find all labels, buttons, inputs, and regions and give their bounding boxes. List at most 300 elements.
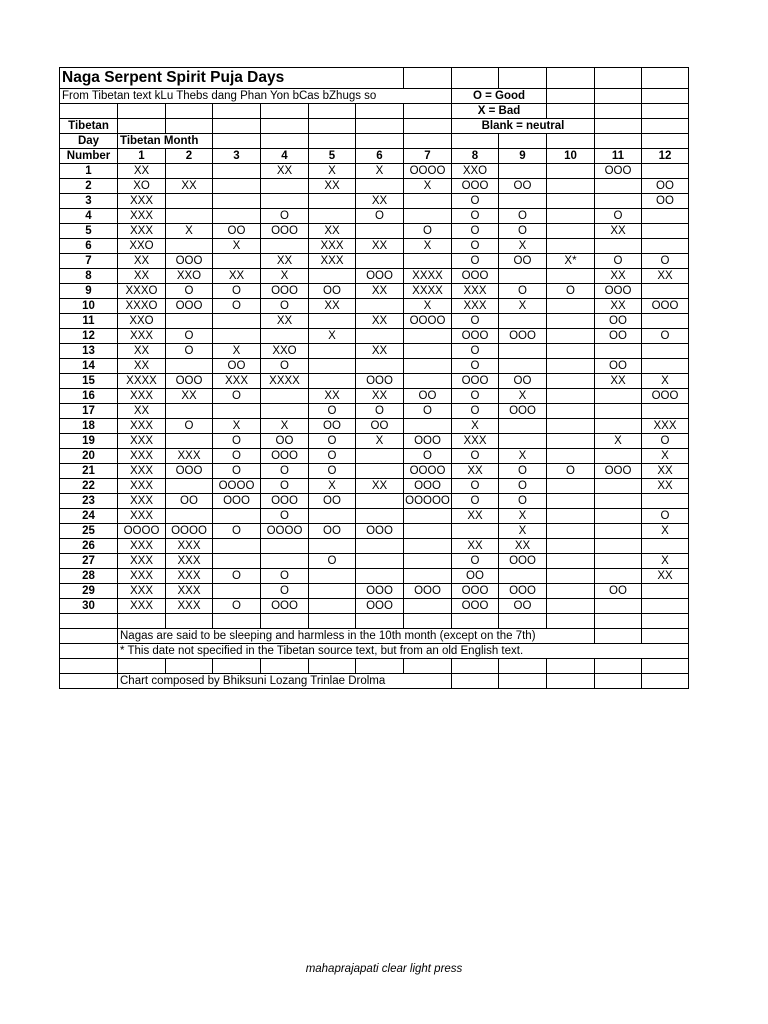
day-month-cell: O (213, 284, 261, 299)
day-month-cell: OO (309, 494, 356, 509)
day-month-cell: OOO (166, 464, 213, 479)
day-row (60, 524, 689, 539)
day-month-cell (499, 194, 547, 209)
month-header: 10 (547, 149, 595, 164)
day-month-cell (261, 389, 309, 404)
day-month-cell: XO (118, 179, 166, 194)
day-month-cell (166, 509, 213, 524)
day-row (60, 359, 689, 374)
day-month-cell: OOO (499, 554, 547, 569)
day-row (60, 239, 689, 254)
day-month-cell: O (309, 434, 356, 449)
day-month-cell: XX (118, 254, 166, 269)
day-month-cell: O (309, 464, 356, 479)
day-month-cell (595, 419, 642, 434)
day-row (60, 164, 689, 179)
day-month-cell (595, 509, 642, 524)
day-month-cell (261, 239, 309, 254)
day-month-cell: XXX (118, 419, 166, 434)
day-month-cell: O (452, 494, 499, 509)
day-row (60, 599, 689, 614)
day-month-cell: O (356, 404, 404, 419)
day-month-cell: XXX (118, 569, 166, 584)
day-month-cell (213, 539, 261, 554)
day-month-cell: OO (166, 494, 213, 509)
day-row (60, 209, 689, 224)
day-month-cell: OO (595, 314, 642, 329)
day-month-cell: X (213, 419, 261, 434)
day-month-cell: O (642, 434, 689, 449)
day-month-cell (595, 344, 642, 359)
day-month-cell: XXX (309, 239, 356, 254)
day-month-cell (356, 299, 404, 314)
day-month-cell (547, 539, 595, 554)
day-month-cell (499, 269, 547, 284)
day-month-cell: O (261, 584, 309, 599)
day-month-cell (595, 554, 642, 569)
day-month-cell: O (261, 509, 309, 524)
day-month-cell: O (261, 359, 309, 374)
day-month-cell: OOO (499, 329, 547, 344)
day-month-cell (547, 524, 595, 539)
day-month-cell: O (404, 449, 452, 464)
day-month-cell: O (499, 284, 547, 299)
day-month-cell (547, 359, 595, 374)
day-month-cell (547, 569, 595, 584)
month-header: 8 (452, 149, 499, 164)
note-sleeping: Nagas are said to be sleeping and harmless in the 10th month (except on the 7th) (118, 629, 595, 644)
day-number: 28 (60, 569, 118, 584)
month-header: 11 (595, 149, 642, 164)
day-month-cell (404, 209, 452, 224)
day-month-cell (642, 584, 689, 599)
day-month-cell: XXX (166, 449, 213, 464)
day-month-cell: XXO (118, 314, 166, 329)
day-month-cell: XXX (309, 254, 356, 269)
day-month-cell (595, 524, 642, 539)
day-month-cell: OO (356, 419, 404, 434)
day-month-cell: XXXX (118, 374, 166, 389)
day-month-cell: XXX (118, 209, 166, 224)
day-month-cell (356, 449, 404, 464)
day-month-cell (499, 164, 547, 179)
day-month-cell: OO (499, 599, 547, 614)
day-month-cell: OOOO (213, 479, 261, 494)
day-number: 30 (60, 599, 118, 614)
day-number: 25 (60, 524, 118, 539)
day-month-cell: O (642, 509, 689, 524)
day-month-cell (166, 209, 213, 224)
day-month-cell: X (404, 299, 452, 314)
day-month-cell (356, 509, 404, 524)
day-month-cell (166, 404, 213, 419)
day-month-cell: O (213, 464, 261, 479)
day-row (60, 314, 689, 329)
day-month-cell (261, 539, 309, 554)
day-month-cell: O (166, 344, 213, 359)
day-month-cell (404, 194, 452, 209)
day-month-cell: OOO (404, 584, 452, 599)
day-month-cell: O (595, 209, 642, 224)
day-month-cell: X (309, 329, 356, 344)
day-month-cell (595, 539, 642, 554)
day-month-cell: XX (642, 464, 689, 479)
day-month-cell (356, 179, 404, 194)
day-month-cell: X (309, 479, 356, 494)
day-month-cell: O (309, 404, 356, 419)
day-month-cell (404, 344, 452, 359)
day-month-cell (404, 254, 452, 269)
day-row (60, 479, 689, 494)
day-row (60, 284, 689, 299)
day-month-cell: O (309, 554, 356, 569)
day-month-cell: XXX (118, 539, 166, 554)
day-month-cell: OO (642, 194, 689, 209)
day-month-cell (213, 179, 261, 194)
day-month-cell: XX (595, 374, 642, 389)
day-number: 20 (60, 449, 118, 464)
day-month-cell: XXO (452, 164, 499, 179)
day-month-cell: O (261, 464, 309, 479)
day-month-cell (452, 524, 499, 539)
day-month-cell: OOO (452, 329, 499, 344)
day-month-cell: OOO (261, 449, 309, 464)
day-month-cell: OOO (452, 374, 499, 389)
day-number: 9 (60, 284, 118, 299)
day-month-cell: XXX (118, 509, 166, 524)
day-month-cell: OO (642, 179, 689, 194)
day-month-cell: XX (356, 239, 404, 254)
day-row (60, 254, 689, 269)
chart-credit: Chart composed by Bhiksuni Lozang Trinlae Drolma (118, 674, 452, 689)
month-header: 2 (166, 149, 213, 164)
day-month-cell (499, 359, 547, 374)
day-month-cell (309, 314, 356, 329)
day-month-cell: O (452, 344, 499, 359)
day-number: 17 (60, 404, 118, 419)
day-month-cell (499, 569, 547, 584)
day-month-cell (547, 434, 595, 449)
day-month-cell: XXX (118, 479, 166, 494)
day-row (60, 404, 689, 419)
day-month-cell: OO (499, 374, 547, 389)
day-month-cell: O (213, 569, 261, 584)
day-number: 18 (60, 419, 118, 434)
day-month-cell (213, 509, 261, 524)
day-month-cell: O (452, 554, 499, 569)
day-month-cell: O (213, 299, 261, 314)
day-month-cell (213, 314, 261, 329)
month-header: 1 (118, 149, 166, 164)
day-number: 12 (60, 329, 118, 344)
day-month-cell: O (213, 599, 261, 614)
day-month-cell (547, 404, 595, 419)
day-month-cell (309, 509, 356, 524)
day-month-cell: X (452, 419, 499, 434)
day-row (60, 569, 689, 584)
day-month-cell: XXX (166, 584, 213, 599)
day-month-cell: XXX (452, 284, 499, 299)
day-month-cell (642, 284, 689, 299)
day-month-cell: XX (595, 269, 642, 284)
day-month-cell: OO (595, 359, 642, 374)
day-number: 19 (60, 434, 118, 449)
day-month-cell: O (547, 464, 595, 479)
day-row (60, 419, 689, 434)
day-month-cell (547, 494, 595, 509)
day-month-cell: O (642, 254, 689, 269)
day-month-cell: OOO (499, 584, 547, 599)
day-month-cell (642, 404, 689, 419)
day-month-cell: XX (452, 539, 499, 554)
month-header: 9 (499, 149, 547, 164)
day-number: 15 (60, 374, 118, 389)
day-month-cell: O (499, 209, 547, 224)
day-month-cell (309, 359, 356, 374)
day-month-cell (404, 359, 452, 374)
day-month-cell: OO (309, 419, 356, 434)
day-month-cell (166, 194, 213, 209)
day-month-cell: OOO (452, 179, 499, 194)
day-month-cell (356, 539, 404, 554)
day-month-cell: X (499, 509, 547, 524)
day-month-cell: OOOO (261, 524, 309, 539)
day-month-cell (261, 404, 309, 419)
day-month-cell (595, 194, 642, 209)
day-month-cell (642, 164, 689, 179)
day-month-cell (547, 164, 595, 179)
day-month-cell (547, 509, 595, 524)
day-month-cell: XXXX (261, 374, 309, 389)
day-number: 21 (60, 464, 118, 479)
day-row (60, 509, 689, 524)
day-month-cell: X (404, 239, 452, 254)
day-month-cell (595, 494, 642, 509)
day-month-cell (642, 344, 689, 359)
day-month-cell: X (642, 554, 689, 569)
day-month-cell: X (642, 374, 689, 389)
day-row (60, 494, 689, 509)
day-number: 4 (60, 209, 118, 224)
day-month-cell: O (261, 479, 309, 494)
day-month-cell: O (261, 209, 309, 224)
day-month-cell (261, 179, 309, 194)
day-month-cell: XXX (118, 554, 166, 569)
day-month-cell (547, 419, 595, 434)
day-month-cell (547, 449, 595, 464)
day-month-cell (547, 344, 595, 359)
day-row (60, 434, 689, 449)
day-month-cell (404, 509, 452, 524)
day-month-cell: O (595, 254, 642, 269)
day-month-cell: XX (356, 194, 404, 209)
day-month-cell: O (261, 299, 309, 314)
day-row (60, 299, 689, 314)
day-row (60, 179, 689, 194)
day-month-cell: O (642, 329, 689, 344)
day-month-cell (166, 314, 213, 329)
day-month-cell (166, 359, 213, 374)
day-month-cell (595, 179, 642, 194)
day-month-cell (595, 239, 642, 254)
day-month-cell: X (499, 389, 547, 404)
month-header: 6 (356, 149, 404, 164)
day-number: 27 (60, 554, 118, 569)
day-month-cell (166, 479, 213, 494)
day-month-cell (547, 479, 595, 494)
day-month-cell (309, 599, 356, 614)
day-month-cell: O (213, 524, 261, 539)
day-month-cell: XX (356, 479, 404, 494)
day-month-cell: XX (356, 344, 404, 359)
day-month-cell (595, 389, 642, 404)
day-month-cell (404, 329, 452, 344)
day-month-cell: XXXX (404, 284, 452, 299)
day-month-cell (356, 569, 404, 584)
day-month-cell: XXX (118, 584, 166, 599)
source-text-line: From Tibetan text kLu Thebs dang Phan Yon bCas bZhugs so (60, 89, 452, 104)
day-month-cell: XXO (261, 344, 309, 359)
day-month-cell: XX (356, 389, 404, 404)
day-month-cell: OO (452, 569, 499, 584)
day-month-cell: XX (642, 269, 689, 284)
day-number: 11 (60, 314, 118, 329)
day-row (60, 269, 689, 284)
day-month-cell (404, 554, 452, 569)
day-month-cell: XXXO (118, 299, 166, 314)
day-number: 10 (60, 299, 118, 314)
day-month-cell (547, 239, 595, 254)
day-month-cell: O (213, 389, 261, 404)
day-month-cell (356, 464, 404, 479)
day-month-cell: X (642, 524, 689, 539)
day-month-cell: OOO (261, 224, 309, 239)
day-number: 6 (60, 239, 118, 254)
day-month-cell: OOO (356, 374, 404, 389)
day-month-cell: XXX (118, 449, 166, 464)
day-month-cell (309, 584, 356, 599)
day-month-cell: XXX (166, 599, 213, 614)
day-month-cell: OOO (261, 599, 309, 614)
day-month-cell: O (166, 284, 213, 299)
day-month-cell: XXXX (404, 269, 452, 284)
day-number: 22 (60, 479, 118, 494)
day-row (60, 389, 689, 404)
day-month-cell (356, 359, 404, 374)
day-month-cell: OOO (356, 584, 404, 599)
day-month-cell: X (309, 164, 356, 179)
day-month-cell: X (356, 164, 404, 179)
day-month-cell: X (404, 179, 452, 194)
day-month-cell (642, 314, 689, 329)
day-month-cell: XX (309, 179, 356, 194)
day-month-cell (404, 419, 452, 434)
day-month-cell (547, 224, 595, 239)
month-header: 5 (309, 149, 356, 164)
day-month-cell (309, 569, 356, 584)
day-month-cell: XX (118, 404, 166, 419)
day-month-cell: OOOO (166, 524, 213, 539)
day-month-cell: XXX (118, 494, 166, 509)
day-row (60, 329, 689, 344)
day-month-cell (356, 254, 404, 269)
day-month-cell: OOO (356, 599, 404, 614)
day-month-cell: O (452, 194, 499, 209)
day-month-cell (213, 554, 261, 569)
day-month-cell (595, 479, 642, 494)
day-number: 8 (60, 269, 118, 284)
day-month-cell: XX (213, 269, 261, 284)
month-header: 12 (642, 149, 689, 164)
day-month-cell: OOO (261, 284, 309, 299)
day-month-cell (595, 599, 642, 614)
day-month-cell (642, 209, 689, 224)
day-month-cell: OOO (595, 284, 642, 299)
day-month-cell: O (452, 224, 499, 239)
day-month-cell (213, 329, 261, 344)
day-month-cell (309, 374, 356, 389)
day-number: 13 (60, 344, 118, 359)
day-month-cell: XX (356, 314, 404, 329)
day-row (60, 539, 689, 554)
day-month-cell: X (642, 449, 689, 464)
day-month-cell (642, 539, 689, 554)
day-month-cell: OO (213, 224, 261, 239)
day-month-cell: XX (642, 479, 689, 494)
day-month-cell: XXX (452, 299, 499, 314)
day-month-cell (595, 449, 642, 464)
day-month-cell: OOO (452, 269, 499, 284)
day-month-cell: O (309, 449, 356, 464)
day-month-cell (166, 434, 213, 449)
day-number: 7 (60, 254, 118, 269)
day-month-cell (309, 209, 356, 224)
day-month-cell: XX (166, 389, 213, 404)
day-month-cell: O (452, 314, 499, 329)
day-month-cell: OO (261, 434, 309, 449)
day-month-cell: XXXO (118, 284, 166, 299)
day-month-cell: X (499, 449, 547, 464)
day-month-cell (642, 224, 689, 239)
day-month-cell: OO (309, 284, 356, 299)
day-month-cell: XX (261, 254, 309, 269)
day-month-cell (356, 224, 404, 239)
day-month-cell (547, 179, 595, 194)
day-month-cell: O (404, 224, 452, 239)
month-header: 3 (213, 149, 261, 164)
day-month-cell: XX (118, 359, 166, 374)
day-month-cell (404, 569, 452, 584)
day-month-cell (642, 359, 689, 374)
day-month-cell: OOO (404, 479, 452, 494)
day-month-cell (404, 374, 452, 389)
day-month-cell (499, 434, 547, 449)
day-month-cell: OO (499, 254, 547, 269)
header-number: Number (60, 149, 118, 164)
day-month-cell: OOOO (404, 164, 452, 179)
day-row (60, 224, 689, 239)
day-month-cell (595, 569, 642, 584)
day-month-cell: O (261, 569, 309, 584)
day-month-cell: O (213, 449, 261, 464)
day-month-cell: XXO (118, 239, 166, 254)
day-month-cell (547, 554, 595, 569)
day-number: 2 (60, 179, 118, 194)
day-month-cell: OOO (166, 374, 213, 389)
day-month-cell: O (452, 254, 499, 269)
day-month-cell: OOO (642, 389, 689, 404)
day-month-cell (642, 239, 689, 254)
